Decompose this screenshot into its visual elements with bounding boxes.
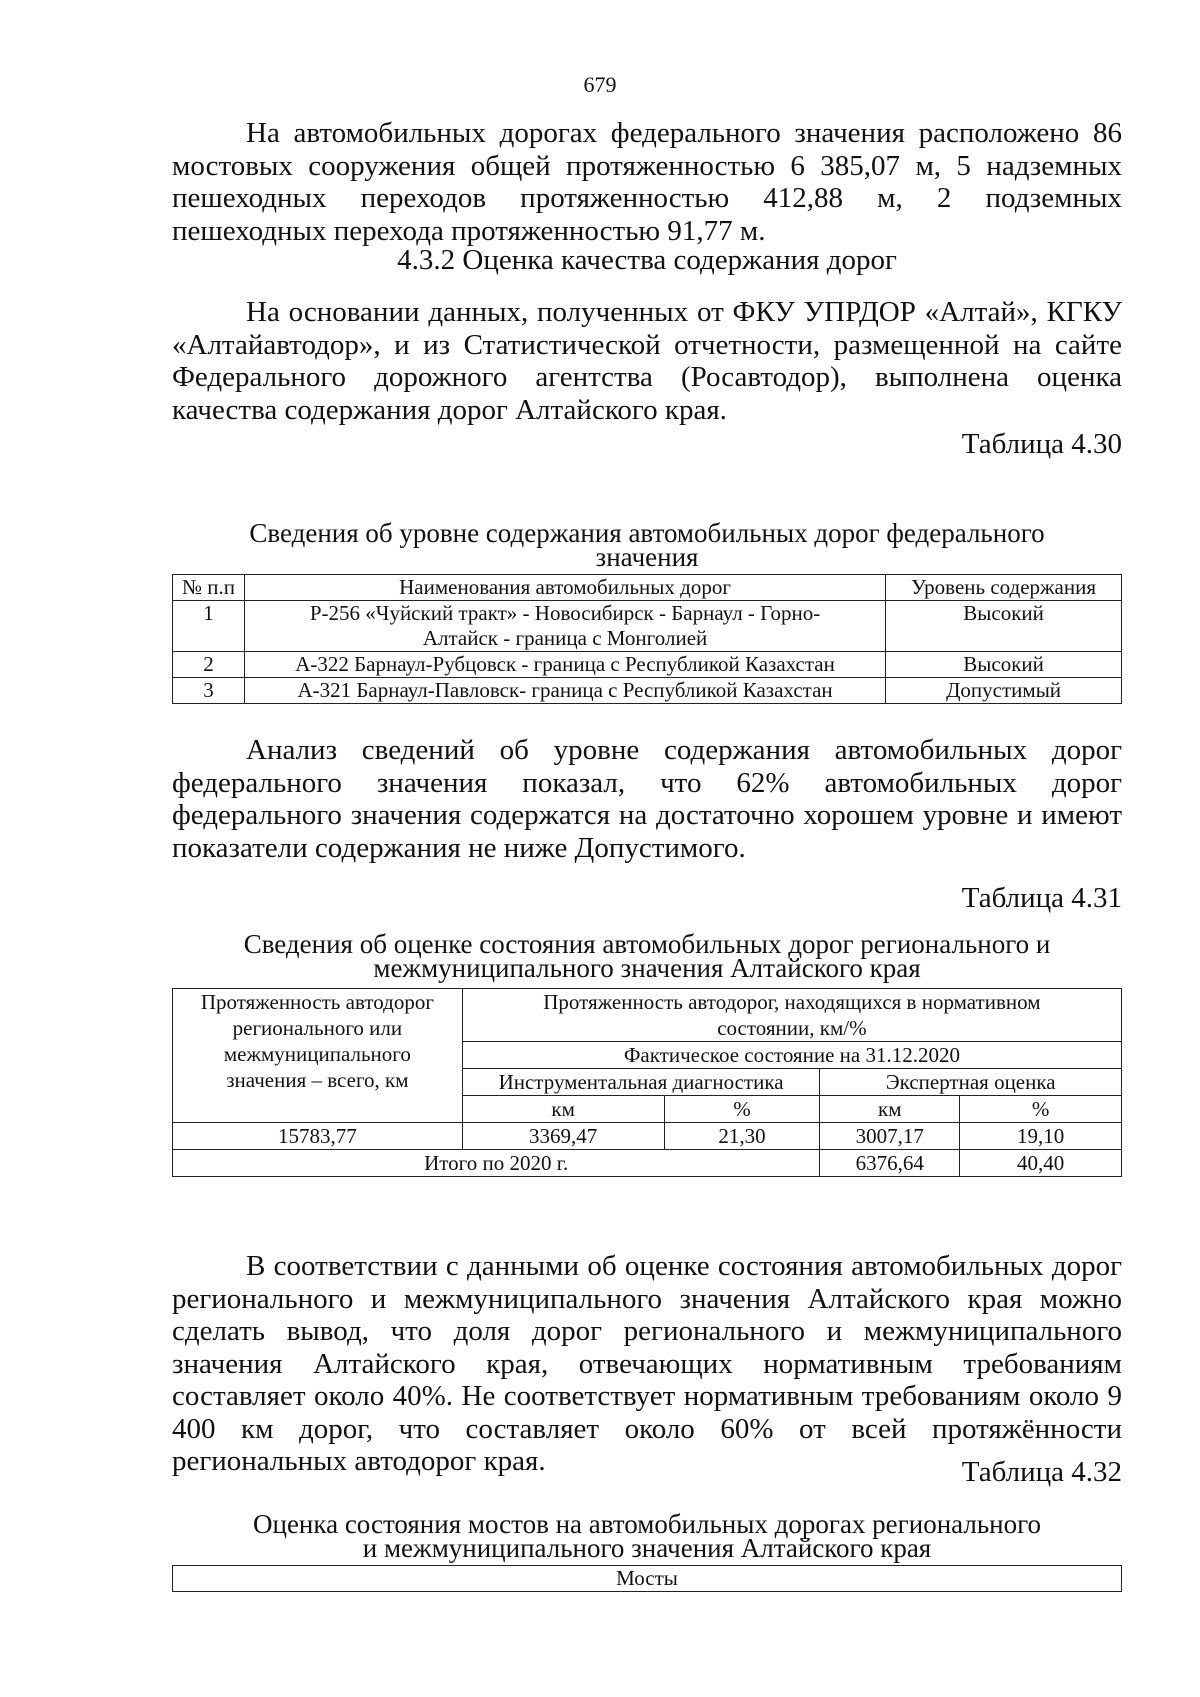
paragraph-bridges: На автомобильных дорогах федерального значения расположено 86 мостовых сооружения общей протяженностью 6 385,07 м, 5 надземных пешеходных переходов протяженностью 412,88 м, 2 подземных пешеходных перехода протяженностью 91,77 м. [172, 117, 1122, 247]
table-cell: Итого по 2020 г. [173, 1150, 820, 1177]
table-header-cell: Инструментальная диагностика [462, 1069, 820, 1096]
table-cell: 21,30 [664, 1123, 820, 1150]
header-line: регионального или [232, 1016, 403, 1040]
table-row [173, 1150, 1122, 1177]
table-cell: 2 [173, 652, 245, 678]
table-header-cell [173, 989, 463, 1123]
paragraph-federal-analysis: Анализ сведений об уровне содержания автомобильных дорог федерального значения показал, что 62% автомобильных дорог федерального значения содержатся на достаточно хорошем уровне и имеют показатели содержания не ниже Допустимого. [172, 734, 1122, 864]
table-row [173, 575, 1122, 601]
table-431-caption-line2: межмуниципального значения Алтайского края [373, 953, 921, 983]
page-number: 679 [583, 72, 617, 97]
table-row [173, 652, 1122, 678]
table-cell: А-322 Барнаул-Рубцовск - граница с Республикой Казахстан [244, 652, 885, 678]
header-line: межмуниципального [223, 1042, 411, 1066]
table-row [173, 1123, 1122, 1150]
table-432-caption [172, 1509, 1122, 1563]
table-432-caption-line1: Оценка состояния мостов на автомобильных дорогах регионального [253, 1509, 1041, 1539]
header-line: значения – всего, км [226, 1068, 409, 1092]
road-name-line: Р-256 «Чуйский тракт» - Новосибирск - Барнаул - Горно- [309, 601, 821, 625]
table-430 [172, 574, 1122, 704]
table-header-cell: % [664, 1096, 820, 1123]
table-cell: 3 [173, 678, 245, 704]
table-header-cell: № п.п [173, 575, 245, 601]
section-heading: 4.3.2 Оценка качества содержания дорог [397, 244, 897, 276]
table-cell: 1 [173, 601, 245, 652]
table-cell: Высокий [886, 601, 1122, 652]
header-line: Протяженность автодорог, находящихся в нормативном [543, 990, 1041, 1014]
table-431-number: Таблица 4.31 [961, 882, 1122, 914]
table-cell: 19,10 [960, 1123, 1122, 1150]
table-cell: 3007,17 [820, 1123, 960, 1150]
table-header-cell: км [820, 1096, 960, 1123]
table-cell: 6376,64 [820, 1150, 960, 1177]
table-cell: 40,40 [960, 1150, 1122, 1177]
table-header-cell: Уровень содержания [886, 575, 1122, 601]
header-line: состоянии, км/% [717, 1016, 867, 1040]
table-cell: Допустимый [886, 678, 1122, 704]
table-row [173, 601, 1122, 652]
table-431-caption-line1: Сведения об оценке состояния автомобильных дорог регионального и [243, 929, 1051, 959]
table-header-cell: Наименования автомобильных дорог [244, 575, 885, 601]
table-header-cell: Экспертная оценка [820, 1069, 1122, 1096]
table-header-cell: % [960, 1096, 1122, 1123]
road-name-line: Алтайск - граница с Монголией [422, 626, 708, 650]
table-431-caption [172, 929, 1122, 983]
table-header-cell: Фактическое состояние на 31.12.2020 [462, 1042, 1121, 1069]
table-cell: 3369,47 [462, 1123, 664, 1150]
table-430-caption [172, 518, 1122, 572]
table-432-caption-line2: и межмуниципального значения Алтайского края [362, 1533, 932, 1563]
table-430-number: Таблица 4.30 [961, 428, 1122, 460]
header-line: Протяженность автодорог [200, 990, 434, 1014]
paragraph-assessment-sources: На основании данных, полученных от ФКУ УПРДОР «Алтай», КГКУ «Алтайавтодор», и из Статистической отчетности, размещенной на сайте Федерального дорожного агентства (Росавтодор), выполнена оценка качества содержания дорог Алтайского края. [172, 296, 1122, 426]
table-header-cell: Мосты [173, 1566, 1122, 1592]
table-430-caption-line2: значения [595, 542, 699, 572]
table-row [173, 989, 1122, 1042]
table-430-caption-line1: Сведения об уровне содержания автомобильных дорог федерального [249, 518, 1045, 548]
table-cell: А-321 Барнаул-Павловск- граница с Республикой Казахстан [244, 678, 885, 704]
table-header-cell [462, 989, 1121, 1042]
table-row [173, 1566, 1122, 1592]
table-cell: 15783,77 [173, 1123, 463, 1150]
paragraph-regional-conclusion: В соответствии с данными об оценке состояния автомобильных дорог регионального и межмуниципального значения Алтайского края можно сделать вывод, что доля дорог регионального и межмуниципального значения Алтайского края, отвечающих нормативным требованиям составляет около 40%. Не соответствует нормативным требованиям около 9 400 км дорог, что составляет около 60% от всей протяжённости региональных автодорог края. [172, 1250, 1122, 1477]
table-432-number: Таблица 4.32 [961, 1456, 1122, 1488]
table-431 [172, 988, 1122, 1177]
table-cell [244, 601, 885, 652]
table-header-cell: км [462, 1096, 664, 1123]
table-432 [172, 1565, 1122, 1592]
table-row [173, 678, 1122, 704]
table-cell: Высокий [886, 652, 1122, 678]
